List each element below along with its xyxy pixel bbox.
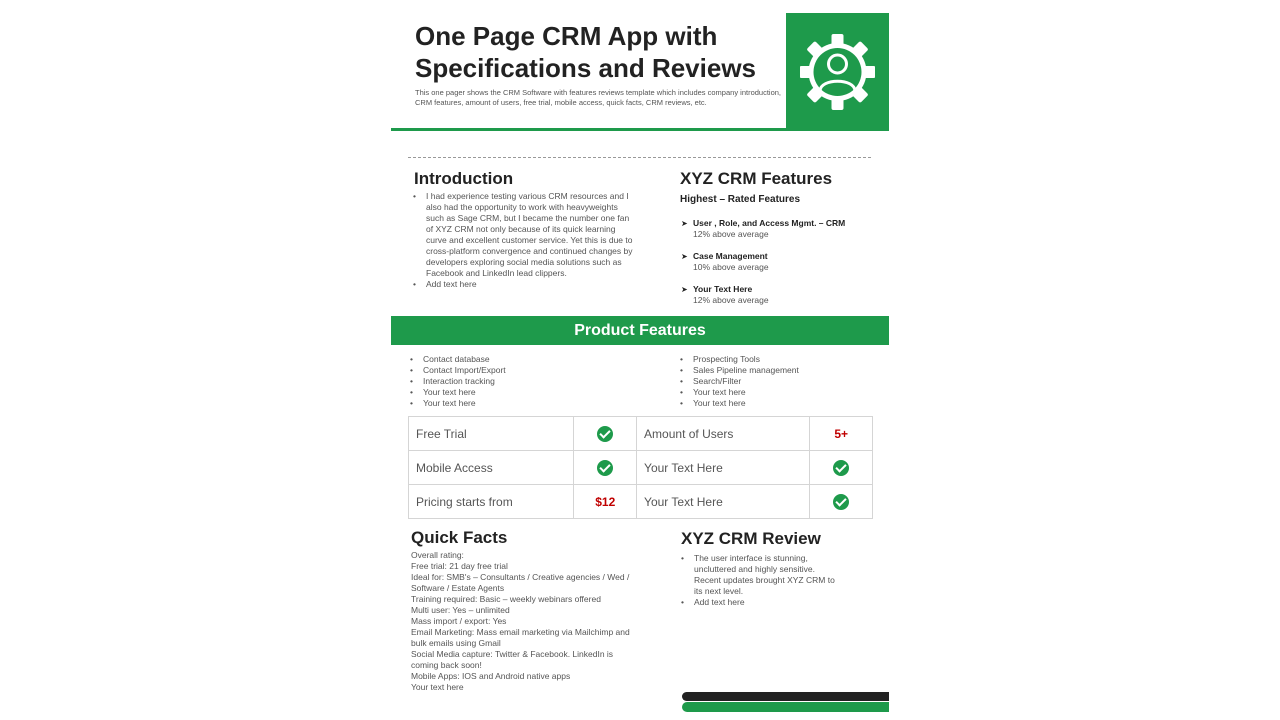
spec-label: Amount of Users (637, 417, 810, 451)
quick-facts-heading: Quick Facts (411, 528, 508, 547)
check-circle-icon (597, 460, 613, 476)
feature-detail: 10% above average (693, 262, 769, 272)
gear-user-icon (800, 31, 875, 113)
list-item: • Contact database (408, 354, 628, 365)
footer-bar-dark (682, 692, 889, 701)
footer-bar-green (682, 702, 889, 712)
feature-detail: 12% above average (693, 229, 769, 239)
crm-features-subheading: Highest – Rated Features (680, 194, 801, 205)
arrow-icon: ➤ (681, 219, 688, 228)
spec-value (810, 485, 873, 519)
fact-line: Email Marketing: Mass email marketing via Mailchimp and bulk emails using Gmail (411, 627, 630, 648)
spec-value (574, 417, 637, 451)
page-title: One Page CRM App with Specifications and Reviews (415, 21, 757, 83)
list-item: • I had experience testing various CRM resources and I also had the opportunity to work with heavyweights such as Sage CRM, but I became the number one fan of XYZ CRM not only because of its quick learning curve and excellent customer service. Yet this is due to cross-platform convergence and continued changes by developers exploring social media solutions such as Facebook and LinkedIn lead clippers. (411, 191, 636, 279)
fact-line: Your text here (411, 682, 464, 692)
list-item: • Your text here (678, 398, 878, 409)
list-item: • Add text here (411, 279, 636, 290)
quick-facts-list (411, 550, 636, 693)
specs-table (408, 416, 873, 519)
spec-value (810, 451, 873, 485)
crm-features-heading: XYZ CRM Features (680, 169, 833, 188)
spec-label: Your Text Here (637, 485, 810, 519)
list-item: • Contact Import/Export (408, 365, 628, 376)
spec-label: Your Text Here (637, 451, 810, 485)
product-features-right-list (678, 354, 878, 409)
spec-label: Pricing starts from (409, 485, 574, 519)
fact-line: Overall rating: (411, 550, 464, 560)
fact-line: Training required: Basic – weekly webinars offered (411, 594, 601, 604)
spec-label: Free Trial (409, 417, 574, 451)
table-row (409, 485, 873, 519)
review-list (679, 553, 844, 608)
product-features-banner (391, 316, 889, 345)
spec-highlight: $12 (595, 494, 616, 509)
introduction-heading: Introduction (414, 169, 514, 188)
introduction-list (411, 191, 636, 290)
spec-value (574, 451, 637, 485)
list-item: • Your text here (408, 398, 628, 409)
spec-highlight: 5+ (834, 426, 849, 441)
product-features-heading: Product Features (574, 322, 706, 339)
check-circle-icon (597, 426, 613, 442)
logo-box (786, 13, 889, 131)
list-item: • Sales Pipeline management (678, 365, 878, 376)
list-item: • Add text here (679, 597, 844, 608)
feature-item (681, 251, 863, 273)
list-item: • Search/Filter (678, 376, 878, 387)
spec-value (810, 417, 873, 451)
feature-title: Case Management (693, 251, 768, 261)
fact-line: Multi user: Yes – unlimited (411, 605, 510, 615)
header-rule (391, 128, 889, 131)
feature-item (681, 284, 863, 306)
list-item: • The user interface is stunning, uncluttered and highly sensitive. Recent updates brought XYZ CRM to its next level. (679, 553, 844, 597)
spec-label: Mobile Access (409, 451, 574, 485)
list-item: • Interaction tracking (408, 376, 628, 387)
list-item: • Your text here (408, 387, 628, 398)
table-row (409, 417, 873, 451)
review-heading: XYZ CRM Review (681, 529, 821, 548)
table-row (409, 451, 873, 485)
feature-title: Your Text Here (693, 284, 753, 294)
list-item: • Your text here (678, 387, 878, 398)
arrow-icon: ➤ (681, 285, 688, 294)
one-pager-document (391, 0, 889, 720)
spec-value (574, 485, 637, 519)
fact-line: Mass import / export: Yes (411, 616, 507, 626)
dashed-divider (408, 157, 871, 158)
check-circle-icon (833, 494, 849, 510)
list-item: • Prospecting Tools (678, 354, 878, 365)
check-circle-icon (833, 460, 849, 476)
product-features-left-list (408, 354, 628, 409)
arrow-icon: ➤ (681, 252, 688, 261)
feature-item (681, 218, 863, 240)
feature-title: User , Role, and Access Mgmt. – CRM (693, 218, 846, 228)
feature-detail: 12% above average (693, 295, 769, 305)
fact-line: Free trial: 21 day free trial (411, 561, 508, 571)
fact-line: Ideal for: SMB's – Consultants / Creative agencies / Wed / Software / Estate Agents (411, 572, 630, 593)
page-subtitle: This one pager shows the CRM Software with features reviews template which includes company introduction, CRM features, amount of users, free trial, mobile access, quick facts, CRM reviews, etc. (415, 88, 782, 107)
fact-line: Social Media capture: Twitter & Facebook. LinkedIn is coming back soon! (411, 649, 614, 670)
fact-line: Mobile Apps: IOS and Android native apps (411, 671, 571, 681)
